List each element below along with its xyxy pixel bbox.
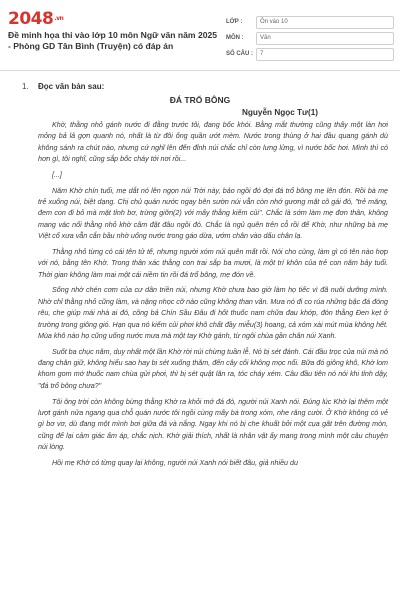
meta-label: MÔN :: [226, 35, 244, 41]
passage-paragraph: Thằng nhỏ từng có cái tên tử tế, nhưng người xóm núi quên mất rồi. Nói cho cùng, làm gì có tên nào hợp với nó, bằng tên Khờ. Trong thân xác thằng con trai sắp ba mươi, là một trí khôn của trẻ con năm bảy tuổi. Thời gian không làm mai một cái niềm tin rồi đá trổ bông, mẹ đón về.: [38, 247, 388, 279]
passage-author: Nguyễn Ngọc Tư(1): [242, 108, 318, 117]
passage-paragraph: [...]: [52, 170, 62, 179]
meta-subject-row: [226, 30, 394, 46]
meta-label: SỐ CÂU :: [226, 51, 253, 57]
passage-body: [38, 120, 388, 474]
page-header: [0, 0, 400, 71]
meta-class-value: Ôn vào 10: [256, 16, 394, 29]
passage-paragraph: Năm Khờ chín tuổi, mẹ dắt nó lên ngọn núi Trời này, bảo ngồi đó đợi đá trổ bông mẹ lên đón. Rồi bà mẹ trẻ xuống núi, biệt dạng. Chị chủ quán nước ngay bên sườn núi vẫn còn nhớ gương mặt cô gái đó, "trẻ măng, đem con đi bỏ mà mặt tỉnh bơ, trừng giỡn(2) với mấy thằng kiếm củi". Chắc là sớm làm mẹ đơn thân, không mang vác nổi thằng nhỏ khờ câm đặt đâu ngồi đó. Chắc là ngủ quên trên cỗ rồi để Khờ, như những bà mẹ Việt cổ xưa vẫn cắn bầu nhờ uống nước trong gáo dừa, ướm chân vào dấu chân lạ.: [38, 186, 388, 241]
passage-paragraph: Tôi ông trời còn không bừng thằng Khờ ra khỏi mớ đá đó, người núi Xanh nói. Đúng lúc Khờ lại thêm một lượt gánh nửa ngang qua chỗ quán nước tôi ngồi cùng mấy bà trong xóm, nhe răng cười. Ở Khờ không có vẻ gì bơ vơ, dù đang một mình bơi giữa đá và nắng. Ngay khi nó bị che khuất bởi một cụa gãt trên đường mòn, cũng để lại cảm giác ấm áp, chắc nịch. Khờ giải thích, nhất là nhân vật ấy mang trong mình một câu chuyện núi lòng.: [38, 397, 388, 451]
question-number: 1.: [22, 82, 29, 91]
question-label: Đọc văn bản sau:: [38, 82, 105, 91]
passage-paragraph: Suốt ba chục năm, duy nhất một lần Khờ rời núi chừng tuần lễ. Nó bị sét đánh. Cái đầu trọc của núi mà nó đang chăn giữ, không hiểu sao hay bị sét xuống thăm, đến cây cối không mọc nổi. Bữa đó giông khô, Khờ lom khom gom mớ thuốc nam chùa gửi phơi, thì bị sét quật lăn ra, tóc cháy xém. Câu đầu tiên nó nói khi tỉnh dậy, "đá trổ bông chưa?": [38, 347, 388, 390]
meta-class-row: [226, 14, 394, 30]
meta-subject-value: Văn: [256, 32, 394, 45]
document-meta: [226, 14, 394, 62]
document-title: Đề minh họa thi vào lớp 10 môn Ngữ văn năm 2025 - Phòng GD Tân Bình (Truyện) có đáp án: [8, 30, 218, 51]
site-logo[interactable]: $2048^{.vn}$: [8, 9, 64, 29]
passage-paragraph: Hồi mẹ Khờ có từng quay lại không, người núi Xanh nói biết đâu, giả nhiều du: [52, 458, 298, 467]
passage-title: ĐÁ TRỔ BÔNG: [169, 95, 231, 105]
passage-paragraph: Khờ, thằng nhỏ gánh nước đi đằng trước tôi, đang bốc khói. Bằng mắt thường cũng thấy một làn hơi mỏng bả lả gợn quanh nó, nhất là từ đôi ống quần ướt mèm. Nước trong thùng ở hai đầu quang gánh dù không sánh ra chút nào, nhưng cứ nghĩ lên đến đỉnh núi chắc chỉ còn lưng lửng, vì nước bốc hơi. Mình thì có hơn gì, tôi nghĩ, cũng sắp bốc cháy tới nơi rồi...: [38, 121, 388, 164]
meta-label: LỚP :: [226, 19, 243, 25]
meta-count-value: 7: [256, 48, 394, 61]
meta-count-row: [226, 46, 394, 62]
passage-paragraph: Sống nhờ chén cơm của cư dân triền núi, nhưng Khờ chưa bao giờ làm họ tiếc vì đã nuôi dưỡng mình. Nhờ chỉ thằng nhỏ cũng làm, và nặng nhọc cỡ nào cũng không than vãn. Mưa nó đi co rúa những bậc đá đóng rêu, che giúp mái nhà ai đó, công bả Chín Sầu Đâu đi hốt thuốc nam chữa đau khớp, đón thằng Đen kẹt ở trường trong giông gió. Hạn qua nó kiếm củi phơi khô chất đầy miễu(3) hoang, cả xóm xài mút mùa không hết. Mùa khô nào họ cũng uống nước mưa mà một tay Khờ gánh, từ ngôi chùa gần chân núi Xanh.: [38, 286, 388, 340]
